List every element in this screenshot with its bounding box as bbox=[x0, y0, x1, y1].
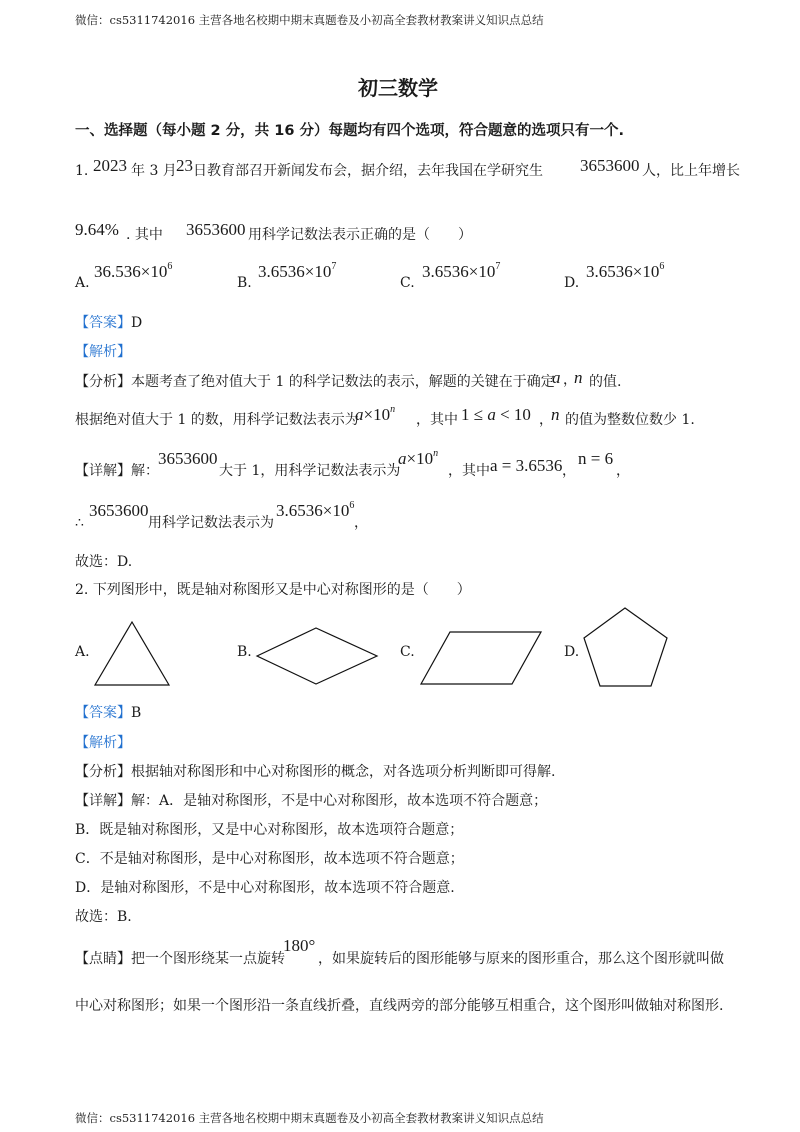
q1-var-n: n bbox=[574, 368, 583, 387]
q1-detail-end: ， bbox=[616, 463, 630, 479]
q2-choose: 故选：B. bbox=[75, 909, 132, 925]
q2-analysis: 【分析】根据轴对称图形和中心对称图形的概念，对各选项分析判断即可得解. bbox=[75, 764, 556, 780]
q2-detail-1: 【详解】解：A．是轴对称图形，不是中心对称图形，故本选项不符合题意； bbox=[75, 793, 548, 809]
q1-detail-a-value: a = 3.6536 bbox=[490, 456, 563, 475]
q1-detail-text: 大于 1，用科学记数法表示为 bbox=[219, 463, 401, 479]
q1-var-a: a bbox=[552, 368, 561, 387]
q1-option-d-value: $3.6536\times 10^6$ bbox=[586, 261, 665, 281]
q1-rule-end: 的值为整数位数少 1. bbox=[565, 412, 695, 428]
q2-note-b: ，如果旋转后的图形能够与原来的图形重合，那么这个图形就叫做 bbox=[318, 951, 724, 967]
rhombus-shape bbox=[256, 627, 378, 685]
q1-analysis-end: 的值. bbox=[589, 374, 622, 390]
q1-analysis: 【分析】本题考查了绝对值大于 1 的科学记数法的表示，解题的关键在于确定 bbox=[75, 374, 555, 390]
q1-detail-formula: $a\times 10^n$ bbox=[398, 448, 439, 468]
q2-jiexi-tag: 【解析】 bbox=[75, 735, 131, 751]
q1-text-4: . 其中 bbox=[126, 227, 163, 243]
q1-text-1: 年 3 月 bbox=[131, 163, 177, 179]
q2-detail-3: C．不是轴对称图形，是中心对称图形，故本选项不符合题意； bbox=[75, 851, 464, 867]
q2-detail-4: D．是轴对称图形，不是中心对称图形，故本选项不符合题意. bbox=[75, 880, 455, 896]
q1-year: 2023 bbox=[93, 156, 127, 175]
page-title: 初三数学 bbox=[358, 76, 438, 100]
q2-note-c: 中心对称图形；如果一个图形沿一条直线折叠，直线两旁的部分能够互相重合，这个图形叫做轴对称图形. bbox=[75, 998, 724, 1014]
q1-option-a-label: A. bbox=[75, 275, 90, 291]
q1-option-c-label: C. bbox=[400, 275, 415, 291]
q1-rule-where: ，其中 bbox=[416, 412, 458, 428]
q1-rule-n: n bbox=[551, 405, 560, 424]
q1-option-c-value: $3.6536\times 10^7$ bbox=[422, 261, 501, 281]
q1-rule-formula: $a\times 10^n$ bbox=[355, 404, 396, 424]
q1-number: 1. bbox=[75, 163, 89, 179]
section-heading: 一、选择题（每小题 2 分，共 16 分）每题均有四个选项，符合题意的选项只有一个. bbox=[75, 123, 624, 139]
q1-detail-where: ，其中 bbox=[448, 463, 490, 479]
q1-conclusion-comma: ， bbox=[354, 515, 368, 531]
q1-option-a-value: $36.536\times 10^6$ bbox=[94, 261, 173, 281]
q1-text-3: 人，比上年增长 bbox=[642, 163, 740, 179]
q1-answer: 【答案】D bbox=[75, 315, 143, 331]
q1-percent: 9.64% bbox=[75, 220, 119, 239]
page-footer: 微信：cs5311742016 主营各地名校期中期末真题卷及小初高全套教材教案讲义知识点总结 bbox=[75, 1111, 544, 1125]
q1-text-5: 用科学记数法表示正确的是（ ） bbox=[248, 227, 472, 243]
q2-option-c-label: C. bbox=[400, 644, 415, 660]
therefore-symbol: ∴ bbox=[75, 515, 84, 531]
q1-conclusion-text: 用科学记数法表示为 bbox=[148, 515, 274, 531]
q2-note-degree: 180° bbox=[283, 936, 316, 955]
q1-rule-range: 1 ≤ a < 10 bbox=[461, 405, 531, 424]
q1-jiexi-tag: 【解析】 bbox=[75, 344, 131, 360]
q1-detail-comma: ， bbox=[562, 463, 576, 479]
q2-note-a: 【点睛】把一个图形绕某一点旋转 bbox=[75, 951, 285, 967]
q1-option-b-value: $3.6536\times 10^7$ bbox=[258, 261, 337, 281]
q1-detail-tag: 【详解】解： bbox=[75, 463, 159, 479]
q1-choose: 故选：D. bbox=[75, 554, 133, 570]
q1-conclusion-value: $3.6536\times 10^6$ bbox=[276, 500, 355, 520]
q1-detail-num: 3653600 bbox=[158, 449, 218, 468]
q2-option-d-label: D. bbox=[564, 644, 580, 660]
parallelogram-shape bbox=[420, 631, 542, 685]
q1-detail-n-value: n = 6 bbox=[578, 449, 614, 468]
q1-count-2: 3653600 bbox=[186, 220, 246, 239]
q1-text-2: 日教育部召开新闻发布会，据介绍，去年我国在学研究生 bbox=[193, 163, 543, 179]
q1-option-d-label: D. bbox=[564, 275, 580, 291]
q2-stem: 2. 下列图形中，既是轴对称图形又是中心对称图形的是（ ） bbox=[75, 582, 471, 598]
q1-var-sep: ， bbox=[563, 372, 577, 388]
q1-rule-comma: ， bbox=[539, 412, 553, 428]
q1-option-b-label: B. bbox=[237, 275, 252, 291]
triangle-shape bbox=[94, 620, 170, 686]
q1-rule-text: 根据绝对值大于 1 的数，用科学记数法表示为 bbox=[75, 412, 359, 428]
q2-detail-2: B．既是轴对称图形，又是中心对称图形，故本选项符合题意； bbox=[75, 822, 464, 838]
q2-option-a-label: A. bbox=[75, 644, 90, 660]
pentagon-shape bbox=[583, 607, 669, 687]
q1-day: 23 bbox=[176, 156, 193, 175]
page-header: 微信：cs5311742016 主营各地名校期中期末真题卷及小初高全套教材教案讲义知识点总结 bbox=[75, 13, 544, 27]
q2-answer: 【答案】B bbox=[75, 705, 142, 721]
q1-conclusion-num: 3653600 bbox=[89, 501, 149, 520]
q1-count: 3653600 bbox=[580, 156, 640, 175]
q2-option-b-label: B. bbox=[237, 644, 252, 660]
